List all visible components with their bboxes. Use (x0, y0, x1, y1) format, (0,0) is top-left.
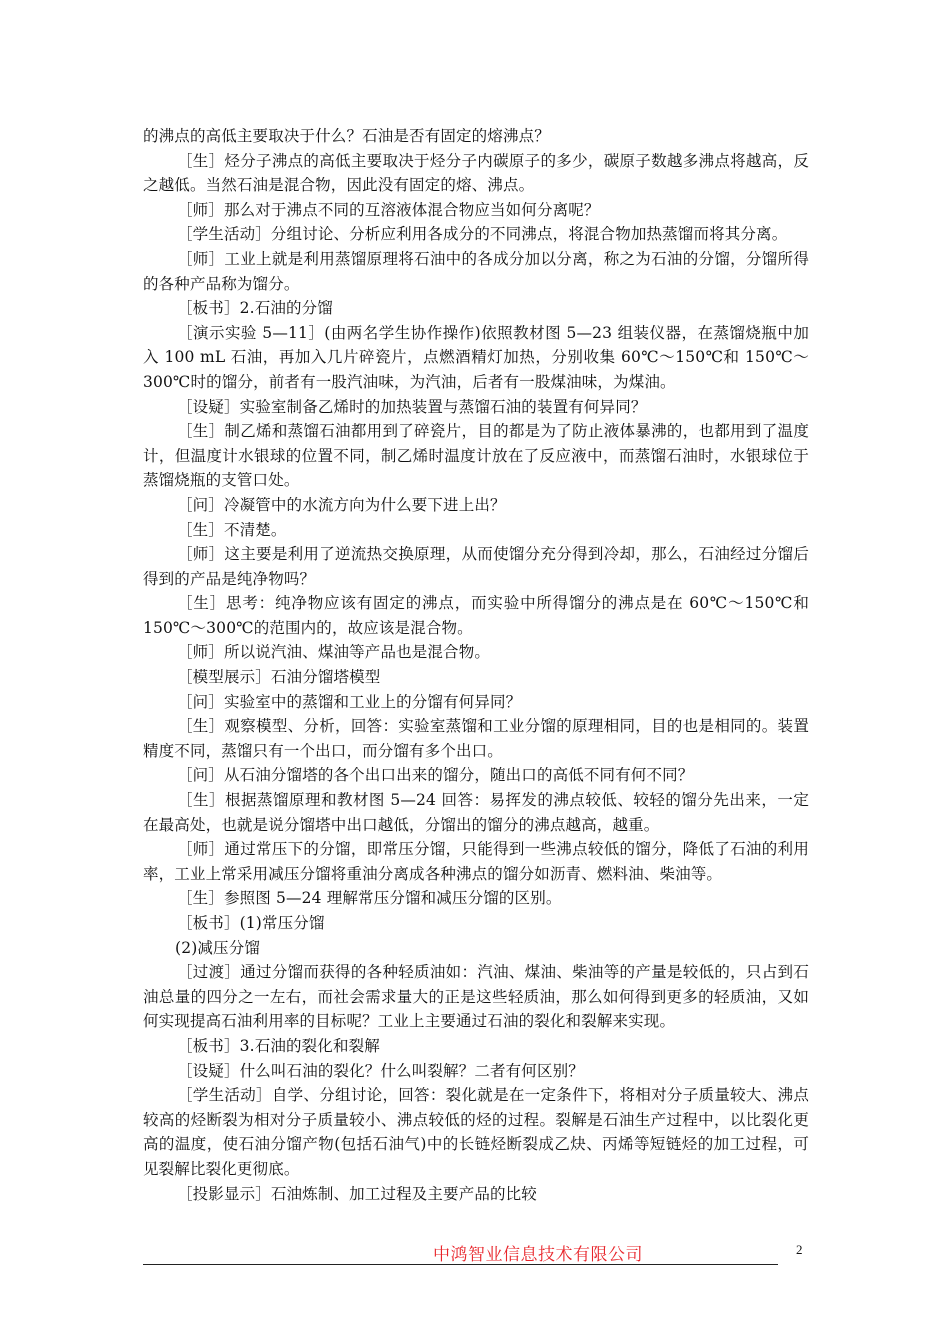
paragraph: ［学生活动］分组讨论、分析应利用各成分的不同沸点，将混合物加热蒸馏而将其分离。 (177, 225, 788, 244)
paragraph: ［师］通过常压下的分馏，即常压分馏，只能得到一些沸点较低的馏分，降低了石油的利用率，工业上常采用减压分馏将重油分离成各种沸点的馏分如沥青、燃料油、柴油等。 (143, 840, 809, 883)
paragraph: ［过渡］通过分馏而获得的各种轻质油如：汽油、煤油、柴油等的产量是较低的，只占到石油总量的四分之一左右，而社会需求量大的正是这些轻质油，那么如何得到更多的轻质油，又如何实现提高石油利用率的目标呢？工业上主要通过石油的裂化和裂解来实现。 (143, 963, 809, 1031)
paragraph: ［生］参照图 5—24 理解常压分馏和减压分馏的区别。 (177, 889, 562, 908)
paragraph: ［生］思考：纯净物应该有固定的沸点，而实验中所得馏分的沸点是在 60℃～150℃和 150℃～300℃的范围内的，故应该是混合物。 (143, 594, 809, 637)
footer-company-text: 中鸿智业信息技术有限公司 (433, 1245, 643, 1265)
paragraph: ［生］烃分子沸点的高低主要取决于烃分子内碳原子的多少，碳原子数越多沸点将越高，反之越低。当然石油是混合物，因此没有固定的熔、沸点。 (143, 151, 809, 195)
paragraph: ［模型展示］石油分馏塔模型 (177, 668, 381, 687)
paragraph: ［生］根据蒸馏原理和教材图 5—24 回答：易挥发的沸点较低、较轻的馏分先出来，一定在最高处，也就是说分馏塔中出口越低，分馏出的馏分的沸点越高，越重。 (143, 791, 809, 834)
paragraph: ［师］所以说汽油、煤油等产品也是混合物。 (177, 643, 491, 662)
paragraph: (2)减压分馏 (175, 938, 261, 957)
paragraph: ［问］从石油分馏塔的各个出口出来的馏分，随出口的高低不同有何不同？ (177, 766, 694, 785)
paragraph: ［演示实验 5—11］(由两名学生协作操作)依照教材图 5—23 组装仪器，在蒸馏烧瓶中加入 100 mL 石油，再加入几片碎瓷片，点燃酒精灯加热，分别收集 60℃～150℃和 150℃～300℃时的馏分，前者有一股汽油味，为汽油，后者有一股煤油味，为煤油。 (143, 323, 809, 391)
footer-company-name (143, 1240, 683, 1265)
paragraph: ［投影显示］石油炼制、加工过程及主要产品的比较 (177, 1184, 537, 1203)
paragraph: ［设疑］实验室制备乙烯时的加热装置与蒸馏石油的装置有何异同？ (177, 397, 647, 416)
footer-divider (143, 1264, 778, 1265)
paragraph: ［问］实验室中的蒸馏和工业上的分馏有何异同？ (177, 692, 522, 711)
paragraph: ［生］制乙烯和蒸馏石油都用到了碎瓷片，目的都是为了防止液体暴沸的，也都用到了温度计，但温度计水银球的位置不同，制乙烯时温度计放在了反应液中，而蒸馏石油时，水银球位于蒸馏烧瓶的支管口处。 (143, 422, 809, 490)
paragraph: 的沸点的高低主要取决于什么？石油是否有固定的熔沸点？ (143, 127, 550, 145)
paragraph: ［板书］3.石油的裂化和裂解 (177, 1036, 380, 1055)
page-number: 2 (796, 1242, 803, 1257)
paragraph: ［师］这主要是利用了逆流热交换原理，从而使馏分充分得到冷却，那么，石油经过分馏后得到的产品是纯净物吗？ (143, 545, 809, 588)
paragraph: ［生］观察模型、分析，回答：实验室蒸馏和工业分馏的原理相同，目的也是相同的。装置精度不同，蒸馏只有一个出口，而分馏有多个出口。 (143, 717, 809, 760)
paragraph: ［师］那么对于沸点不同的互溶液体混合物应当如何分离呢？ (177, 200, 600, 219)
paragraph: ［学生活动］自学、分组讨论，回答：裂化就是在一定条件下，将相对分子质量较大、沸点较高的烃断裂为相对分子质量较小、沸点较低的烃的过程。裂解是石油生产过程中，以比裂化更高的温度，使石油分馏产物(包括石油气)中的长链烃断裂成乙炔、丙烯等短链烃的加工过程，可见裂解比裂化更彻底。 (143, 1086, 809, 1178)
paragraph: ［生］不清楚。 (177, 520, 287, 539)
paragraph: ［板书］2.石油的分馏 (177, 299, 333, 318)
paragraph: ［设疑］什么叫石油的裂化？什么叫裂解？二者有何区别？ (177, 1061, 584, 1080)
body-text (143, 124, 809, 1206)
paragraph: ［问］冷凝管中的水流方向为什么要下进上出？ (177, 495, 506, 514)
paragraph: ［板书］(1)常压分馏 (177, 914, 325, 932)
paragraph: ［师］工业上就是利用蒸馏原理将石油中的各成分加以分离，称之为石油的分馏，分馏所得的各种产品称为馏分。 (143, 249, 809, 293)
